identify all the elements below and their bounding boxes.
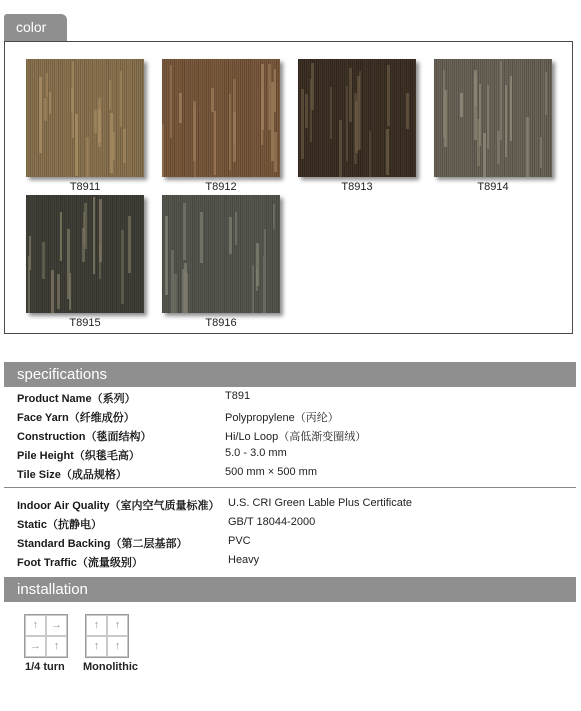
swatch-code-label: T8912: [205, 181, 237, 193]
tile-arrow-icon: ↑: [46, 636, 67, 657]
tile-arrow-icon: ↑: [25, 615, 46, 636]
spec-label: Construction（毯面结构）: [17, 431, 152, 443]
spec-value: Polypropylene（丙纶）: [225, 412, 339, 424]
spec-value: 5.0 - 3.0 mm: [225, 447, 287, 459]
carpet-swatch-t8913: [298, 59, 416, 177]
spec-value: 500 mm × 500 mm: [225, 466, 318, 478]
carpet-swatch-t8915: [26, 195, 144, 313]
spec-label: Static（抗静电）: [17, 519, 102, 531]
swatch-code-label: T8913: [341, 181, 373, 193]
spec-label: Standard Backing（第二层基部）: [17, 538, 188, 550]
installation-method-label: 1/4 turn: [25, 661, 65, 673]
swatch-code-label: T8916: [205, 317, 237, 329]
spec-label: Face Yarn（纤维成份）: [17, 412, 135, 424]
spec-value: GB/T 18044-2000: [228, 516, 316, 528]
spec-value: PVC: [228, 535, 251, 547]
carpet-swatch-t8912: [162, 59, 280, 177]
spec-value: U.S. CRI Green Lable Plus Certificate: [228, 497, 413, 509]
spec-label: Foot Traffic（流量级别）: [17, 557, 143, 569]
tile-arrow-icon: ↑: [86, 615, 107, 636]
spec-label: Indoor Air Quality（室内空气质量标准）: [17, 500, 220, 512]
tile-arrow-icon: ↑: [107, 636, 128, 657]
spec-value: Hi/Lo Loop（高低渐变圈绒）: [225, 431, 367, 443]
tile-arrow-icon: ↑: [107, 615, 128, 636]
spec-label: Tile Size（成品规格）: [17, 469, 127, 481]
installation-diagram-icon: [85, 614, 129, 658]
installation-header: installation: [4, 577, 576, 602]
tile-arrow-icon: →: [25, 636, 46, 657]
spec-divider: [4, 487, 576, 488]
swatch-code-label: T8915: [69, 317, 101, 329]
carpet-swatch-t8911: [26, 59, 144, 177]
color-section-tab: color: [4, 14, 67, 41]
spec-value: Heavy: [228, 554, 260, 566]
swatch-code-label: T8914: [477, 181, 509, 193]
specifications-header: specifications: [4, 362, 576, 387]
installation-diagram-icon: [24, 614, 68, 658]
spec-label: Pile Height（织毯毛高）: [17, 450, 140, 462]
carpet-swatch-t8914: [434, 59, 552, 177]
spec-value: T891: [225, 390, 251, 402]
tile-arrow-icon: →: [46, 615, 67, 636]
tile-arrow-icon: ↑: [86, 636, 107, 657]
carpet-swatch-t8916: [162, 195, 280, 313]
installation-method-label: Monolithic: [83, 661, 138, 673]
spec-label: Product Name（系列）: [17, 393, 136, 405]
swatch-code-label: T8911: [69, 181, 101, 193]
